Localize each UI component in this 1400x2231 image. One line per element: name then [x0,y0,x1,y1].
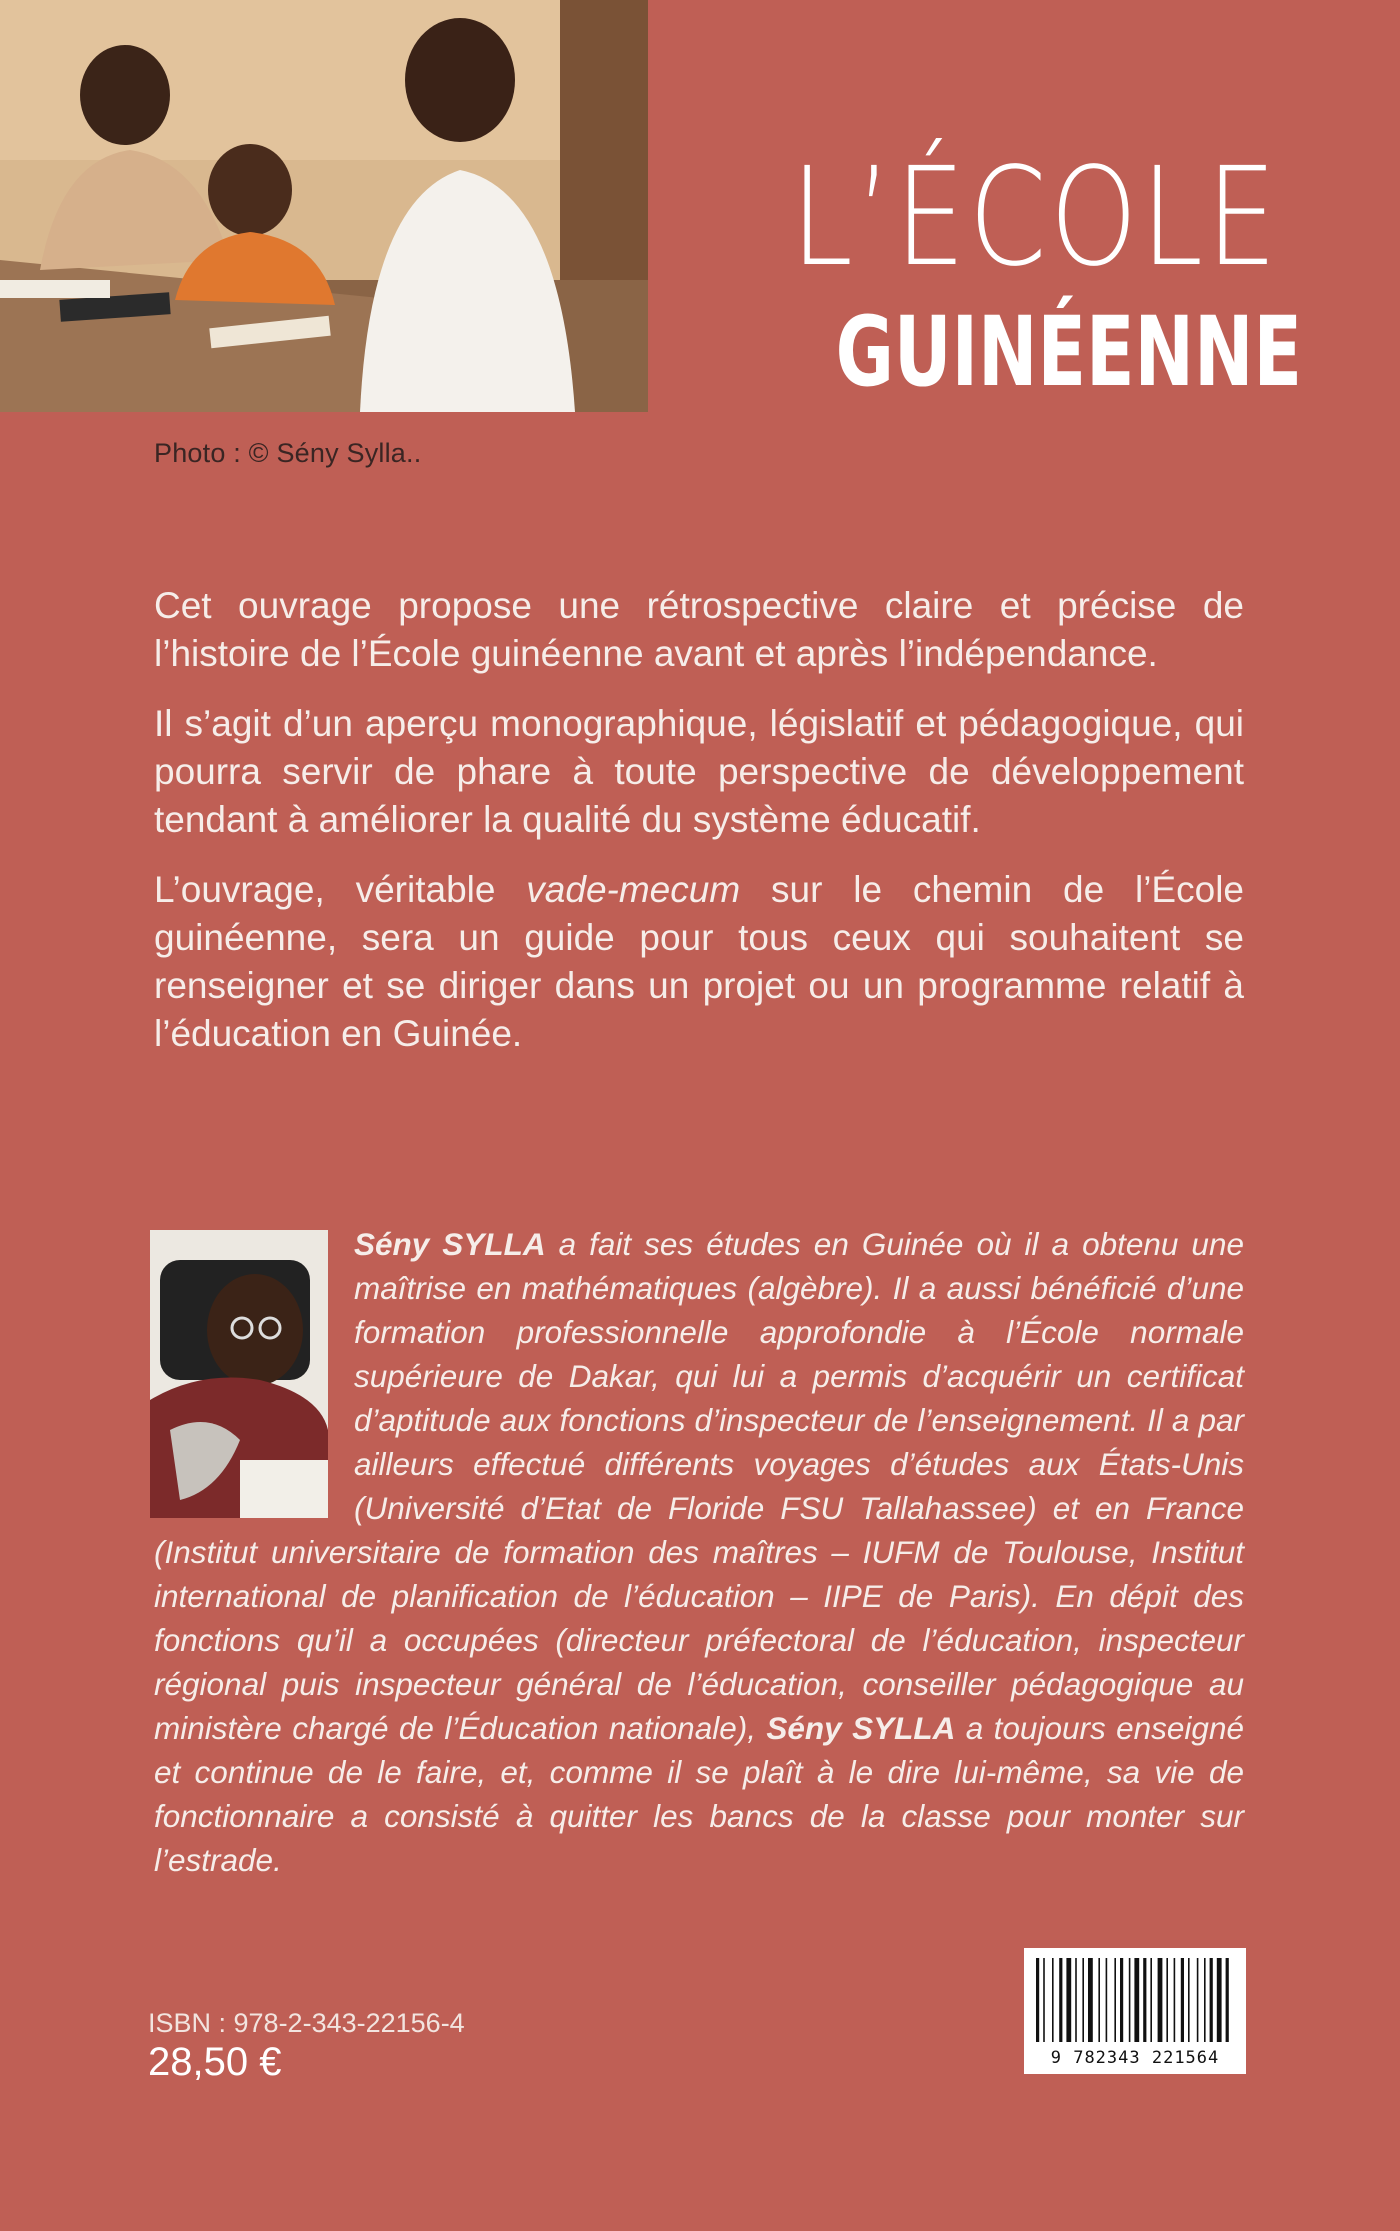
cover-photo [0,0,648,412]
isbn: ISBN : 978-2-343-22156-4 [148,2008,465,2038]
photo-credit: Photo : © Sény Sylla.. [154,438,422,468]
blurb-paragraph-2: Il s’agit d’un aperçu monographique, législatif et pédagogique, qui pourra servir de phare à toute perspective de développement tendant à améliorer la qualité du système éducatif. [154,703,1244,840]
book-blurb [154,582,1244,1080]
classroom-photo-illustration [0,0,648,412]
bio-text-part-2: a toujours enseigné et continue de le faire, et, comme il se plaît à le dire lui-même, sa vie de fonctionnaire a consisté à quitter les bancs de la classe pour monter sur l’estrade. [154,1710,1244,1878]
blurb-p3-end: sur le chemin de l’École guinéenne, sera un guide pour tous ceux qui souhaitent se renseigner et se diriger dans un projet ou un programme relatif à l’éducation en Guinée. [154,869,1244,1054]
author-biography [154,1222,1244,1882]
bio-text-part-1: a fait ses études en Guinée où il a obtenu une maîtrise en mathématiques (algèbre). Il a aussi bénéficié d’une formation professionnelle approfondie à l’École normale supérieure de Dakar, qui lui a permis d’acquérir un certificat d’aptitude aux fonctions d’inspecteur de l’enseignement. Il a par ailleurs effectué différents voyages d’études aux États-Unis (Université d’Etat de Floride FSU Tallahassee) et en France (Institut universitaire de formation des maîtres – IUFM de Toulouse, Institut international de planification de l’éducation – IIPE de Paris). En dépit des fonctions qu’il a occupées (directeur préfectoral de l’éducation, inspecteur régional puis inspecteur général de l’éducation, conseiller pédagogique au ministère chargé de l’Éducation nationale), [154,1226,1244,1746]
price: 28,50 € [148,2040,282,2084]
author-name-repeat: Sény SYLLA [766,1710,956,1746]
title-line-2: GUINÉENNE [835,296,1302,408]
bio-photo-spacer [154,1222,354,1518]
blurb-p3-start: L’ouvrage, véritable [154,869,527,910]
blurb-paragraph-1: Cet ouvrage propose une rétrospective claire et précise de l’histoire de l’École guinéenne avant et après l’indépendance. [154,585,1244,674]
blurb-p3-emphasis: vade-mecum [526,869,741,910]
author-name: Sény SYLLA [354,1226,546,1262]
barcode-number: 9 782343 221564 [1050,2048,1220,2068]
book-title [690,139,1302,408]
barcode [1024,1948,1246,2074]
blurb-paragraph-3 [154,866,1244,1058]
title-line-1: L’ÉCOLE [790,139,1281,297]
